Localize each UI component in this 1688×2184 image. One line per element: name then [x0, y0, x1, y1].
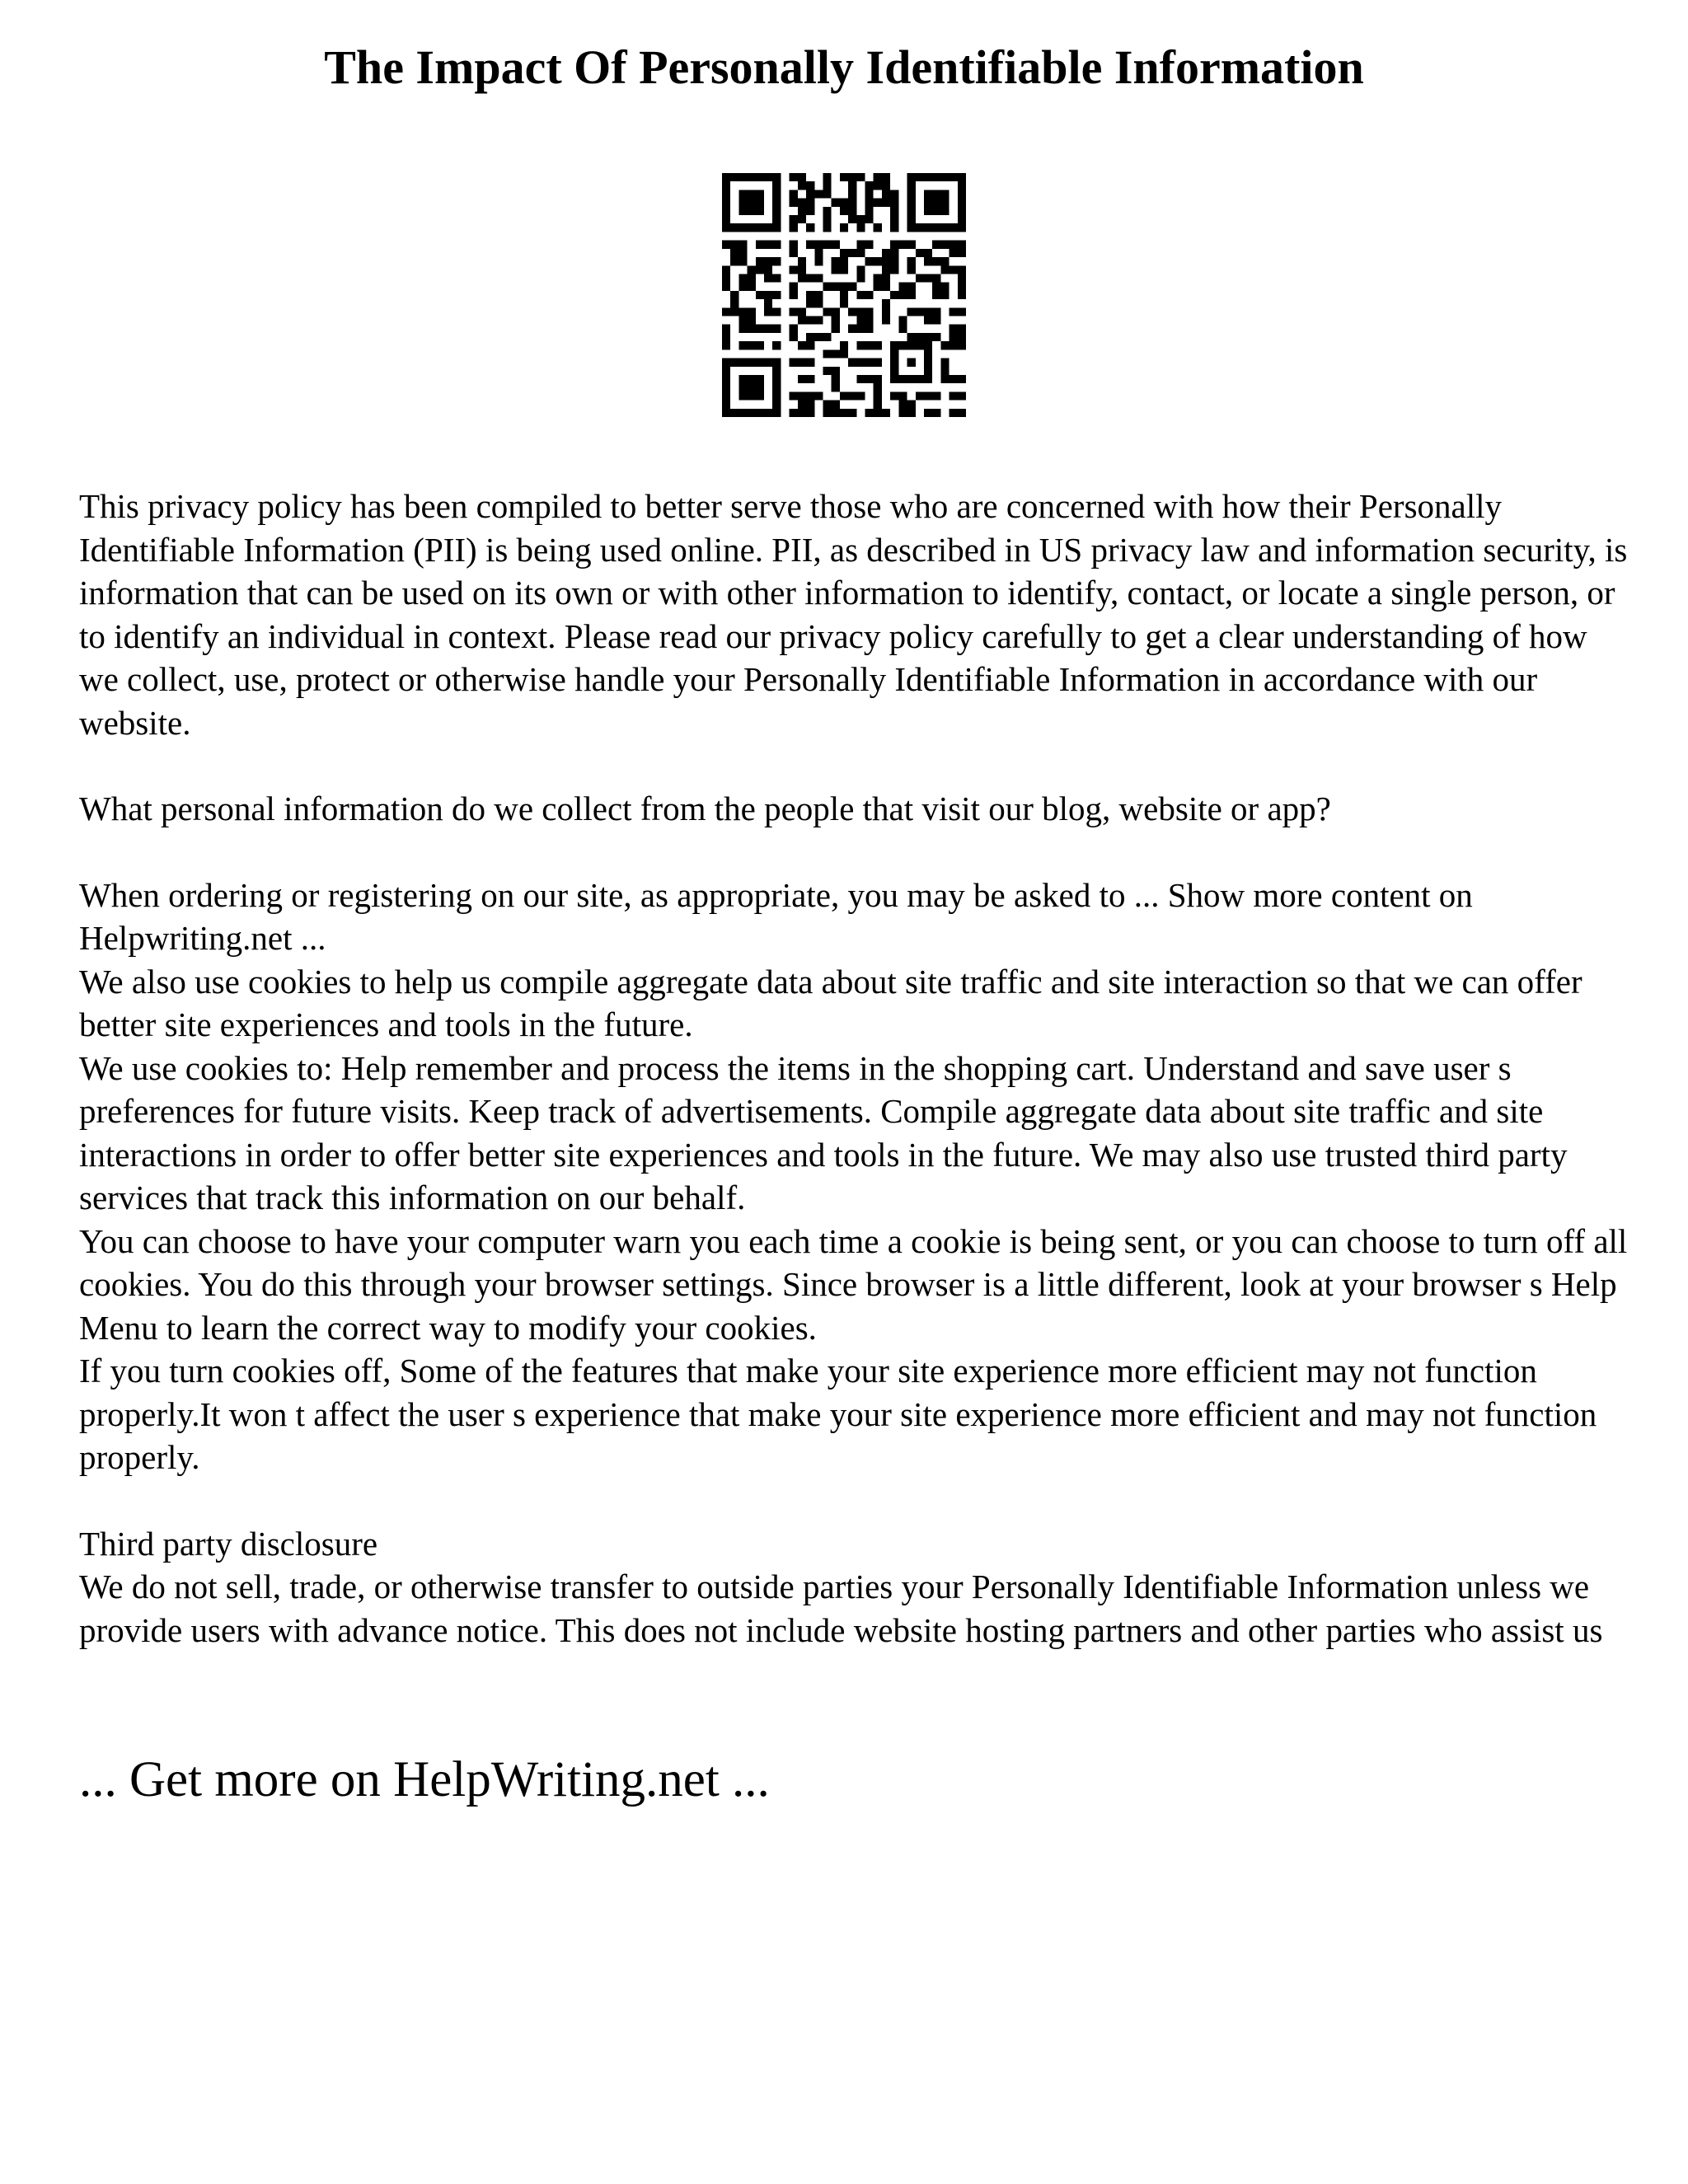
paragraph-spacer — [79, 744, 1629, 787]
cookies-aggregate-paragraph: We also use cookies to help us compile aggregate data about site traffic and site interaction so that we can offer better site experiences and tools in the future. — [79, 962, 1582, 1043]
third-party-paragraph: We do not sell, trade, or otherwise transfer to outside parties your Personally Identifiable Information unless we provide users with advance notice. This does not include website hosting partners and other parties who assist us — [79, 1568, 1603, 1649]
cookies-use-paragraph: We use cookies to: Help remember and process the items in the shopping cart. Understand and save user s preferences for future visits. Keep track of advertisements. Compile aggregate data about site traffic and site interactions in order to offer better site experiences and tools in the future. We may also use trusted third party services that track this information on our behalf. — [79, 1048, 1568, 1216]
question-paragraph: What personal information do we collect from the people that visit our blog, website or app? — [79, 790, 1331, 827]
paragraph-spacer — [79, 831, 1629, 874]
ordering-paragraph: When ordering or registering on our site, as appropriate, you may be asked to ... Show more content on Helpwriting.net ... — [79, 875, 1473, 957]
cookies-off-paragraph: If you turn cookies off, Some of the features that make your site experience more efficient may not function properly.It won t affect the user s experience that make your site experience more efficient and may not function properly. — [79, 1352, 1597, 1476]
qr-code-icon — [722, 173, 966, 417]
get-more-link[interactable]: ... Get more on HelpWriting.net ... — [79, 1752, 770, 1807]
intro-paragraph: This privacy policy has been compiled to better serve those who are concerned with how their Personally Identifiable Information (PII) is being used online. PII, as described in US privacy law and information security, is information that can be used on its own or with other information to identify, contact, or locate a single person, or to identify an individual in context. Please read our privacy policy carefully to get a clear understanding of how we collect, use, protect or otherwise handle your Personally Identifiable Information in accordance with our website. — [79, 487, 1628, 742]
cookies-choose-paragraph: You can choose to have your computer warn you each time a cookie is being sent, or you can choose to turn off all cookies. You do this through your browser settings. Since browser is a little different, look at your browser s Help Menu to learn the correct way to modify your cookies. — [79, 1221, 1628, 1347]
document-body — [79, 485, 1629, 1652]
document-title: The Impact Of Personally Identifiable Information — [324, 40, 1364, 94]
third-party-heading: Third party disclosure — [79, 1524, 378, 1563]
paragraph-spacer — [79, 1479, 1629, 1522]
